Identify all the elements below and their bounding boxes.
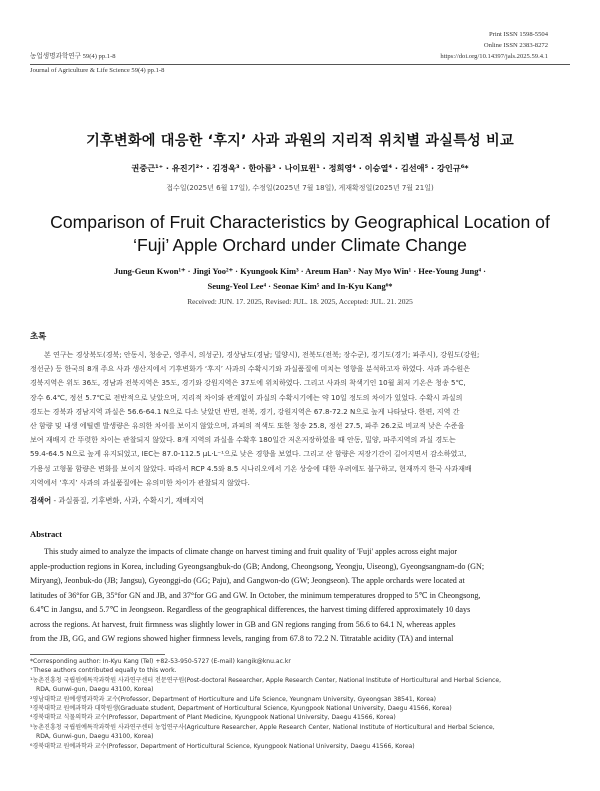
abstract-english-body xyxy=(30,545,570,647)
footnote-affiliation: ³경북대학교 원예과학과 대학원생(Graduate student, Department of Horticultural Science, Kyungpook National University, Daegu 41566, Korea) xyxy=(30,705,452,713)
abstract-korean-line: 본 연구는 경상북도(경북; 안동시, 청송군, 영주시, 의성군), 경상남도(경남; 밀양시), 전북도(전북; 장수군), 경기도(경기; 파주시), 강원도(강원; xyxy=(44,350,480,359)
footnote-corresponding-author: *Corresponding author: In-Kyu Kang (Tel) +82-53-950-5727 (E-mail) kangik@knu.ac.kr xyxy=(30,658,291,665)
abstract-korean-line: 경도는 경북과 경남지역 과실은 56.6-64.1 N으로 다소 낮았던 반면, 전북, 경기, 강원지역은 67.8-72.2 N으로 높게 나타났다. 한편, 지역 간 xyxy=(30,406,460,416)
dates-english: Received: JUN. 17. 2025, Revised: JUL. 18. 2025, Accepted: JUL. 21. 2025 xyxy=(187,297,413,306)
abstract-korean-line: 59.4-64.5 N으로 높게 유지되었고, IEC는 87.0-112.5 μL·L⁻¹으로 낮은 경향을 보였다. 그리고 산 함량은 저장기간이 길어지면서 감소하였고, xyxy=(30,449,467,459)
abstract-korean-heading: 초록 xyxy=(30,331,47,341)
abstract-korean-line: 보여 재배지 간 뚜렷한 차이는 관찰되지 않았다. 8개 지역의 과실을 수확후 180일간 저온저장하였을 때 안동, 밀양, 파주지역의 과실 경도는 xyxy=(30,435,456,445)
abstract-korean-body xyxy=(30,348,570,490)
footnote-equal-contribution: ⁺These authors contributed equally to this work. xyxy=(30,667,177,675)
abstract-english-line: from the JB, GG, and GW regions showed higher firmness levels, ranging from 67.8 to 72.2 N. Titratable acidity (TA) and internal xyxy=(30,634,454,643)
footnote-affiliation: ²영남대학교 원예생명과학과 교수(Professor, Department of Horticulture and Life Science, Yeungnam University, Gyeongsan 38541, Korea) xyxy=(30,695,437,703)
keywords-list: - 과실품질, 기후변화, 사과, 수확시기, 재배지역 xyxy=(53,496,204,505)
footnote-affiliation: ¹농촌진흥청 국립원예특작과학원 사과연구센터 전문연구원(Post-doctoral Researcher, Apple Research Center, National Institute of Horticultural and Herbal Science, xyxy=(30,676,501,684)
footnotes xyxy=(30,657,575,751)
title-english-line-1: Comparison of Fruit Characteristics by Geographical Location of xyxy=(50,212,550,232)
footnote-affiliation: ⁶경북대학교 원예과학과 교수(Professor, Department of Horticultural Science, Kyungpook National University, Daegu 41566, Korea) xyxy=(30,742,415,750)
dates-korean: 접수일(2025년 6월 17일), 수정일(2025년 7월 18일), 게재확정일(2025년 7월 21일) xyxy=(166,184,434,192)
authors-korean: 권중근¹⁺ · 유진기²⁺ · 김경욱³ · 한아름³ · 나이묘윈¹ · 정희영⁴ · 이승열⁴ · 김선애⁵ · 강인규⁶* xyxy=(131,163,469,173)
keywords-korean xyxy=(30,496,204,506)
footnote-affiliation-cont: RDA, Gunwi-gun, Daegu 43100, Korea) xyxy=(36,686,154,694)
abstract-korean-line: 경북지역은 위도 36도, 경남과 전북지역은 35도, 경기와 강원지역은 37도에 위치하였다. 그리고 사과의 착색기인 10월 최저 기온은 청송 5℃, xyxy=(30,378,466,388)
doi-link[interactable]: https://doi.org/10.14397/jals.2025.59.4.1 xyxy=(440,53,548,60)
footnote-affiliation: ⁴경북대학교 식물의학과 교수(Professor, Department of Plant Medicine, Kyungpook National University, Daegu 41566, Korea) xyxy=(30,714,396,722)
journal-ko-citation: 농업생명과학연구 59(4) pp.1-8 xyxy=(30,53,116,60)
abstract-english-line: 6.4℃ in Jangsu, and 5.7℃ in Jeongseon. Regardless of the geographical differences, the harvest timing differed approximately 10 days xyxy=(30,605,471,614)
journal-en-citation: Journal of Agriculture & Life Science 59(4) pp.1-8 xyxy=(30,67,165,74)
abstract-english-line: across the regions. At harvest, fruit firmness was slightly lower in GB and GN regions ranging from 56.6 to 64.1 N, whereas apples xyxy=(30,619,456,629)
abstract-english-heading: Abstract xyxy=(30,529,62,539)
abstract-korean-line: 산 함량 및 내생 에틸렌 발생량은 유의한 차이를 보이지 않았으며, 과피의 적색도 또한 청송 25.8, 정선 27.5, 파주 26.2로 비교적 낮은 수준을 xyxy=(30,421,465,431)
abstract-korean-line: 가용성 고형물 함량은 변화를 보이지 않았다. 따라서 RCP 4.5와 8.5 시나리오에서 기온 상승에 대한 우려에도 불구하고, 현재까지 한국 사과재배 xyxy=(30,463,472,473)
abstract-english-line: apple-production regions in Korea, including Gyeongsangbuk-do (GB; Andong, Cheongsong, Yeongju, Uiseong), Gyeongsangnam-do (GN; xyxy=(30,561,485,571)
header-rule xyxy=(30,64,570,65)
abstract-english-line: latitudes of 36°for GB, 35°for GN and JB, and 37°for GG and GW. In October, the minimum temperatures dropped to 5℃ in Cheongsong, xyxy=(30,590,481,600)
abstract-korean-line: 장수 6.4℃, 정선 5.7℃로 전반적으로 낮았으며, 지리적 차이와 관계없이 과실의 수확시기에는 약 10일 정도의 차이가 있었다. 수확시 과실의 xyxy=(30,392,463,402)
online-issn: Online ISSN 2383-8272 xyxy=(483,42,548,49)
title-english-line-2: ‘Fuji’ Apple Orchard under Climate Change xyxy=(133,235,467,255)
footnote-rule xyxy=(30,654,165,655)
abstract-english-line: Miryang), Jeonbuk-do (JB; Jangsu), Gyeonggi-do (GG; Paju), and Gangwon-do (GW; Jeongseon). The apple orchards were located at xyxy=(30,576,465,585)
abstract-korean-line: 정선군) 등 한국의 8개 주요 사과 생산지에서 기후변화가 ‘후지’ 사과의 수확시기와 과실품질에 미치는 영향을 분석하고자 하였다. 사과 과수원은 xyxy=(30,364,471,374)
footnote-affiliation: ⁵농촌진흥청 국립원예특작과학원 사과연구센터 농업연구사(Agriculture Researcher, Apple Research Center, National Institute of Horticultural and Herbal Science, xyxy=(30,723,495,731)
authors-english-line-1: Jung-Geun Kwon¹⁺ · Jingi Yoo²⁺ · Kyungook Kim³ · Areum Han³ · Nay Myo Win¹ · Hee-Young Jung⁴ · xyxy=(113,266,487,276)
print-issn: Print ISSN 1598-5504 xyxy=(489,31,548,38)
footnote-affiliation-cont: RDA, Gunwi-gun, Daegu 43100, Korea) xyxy=(36,733,154,741)
abstract-english-line: This study aimed to analyze the impacts of climate change on harvest timing and fruit quality of 'Fuji' apples across eight major xyxy=(44,547,458,556)
authors-english-line-2: Seung-Yeol Lee⁴ · Seonae Kim⁵ and In-Kyu Kang⁶* xyxy=(207,281,393,291)
title-korean: 기후변화에 대응한 ‘후지’ 사과 과원의 지리적 위치별 과실특성 비교 xyxy=(86,133,514,149)
keywords-label: 검색어 xyxy=(30,496,52,505)
abstract-korean-line: 지역에서 ‘후지’ 사과의 과실품질에는 유의미한 차이가 관찰되지 않았다. xyxy=(30,477,250,487)
